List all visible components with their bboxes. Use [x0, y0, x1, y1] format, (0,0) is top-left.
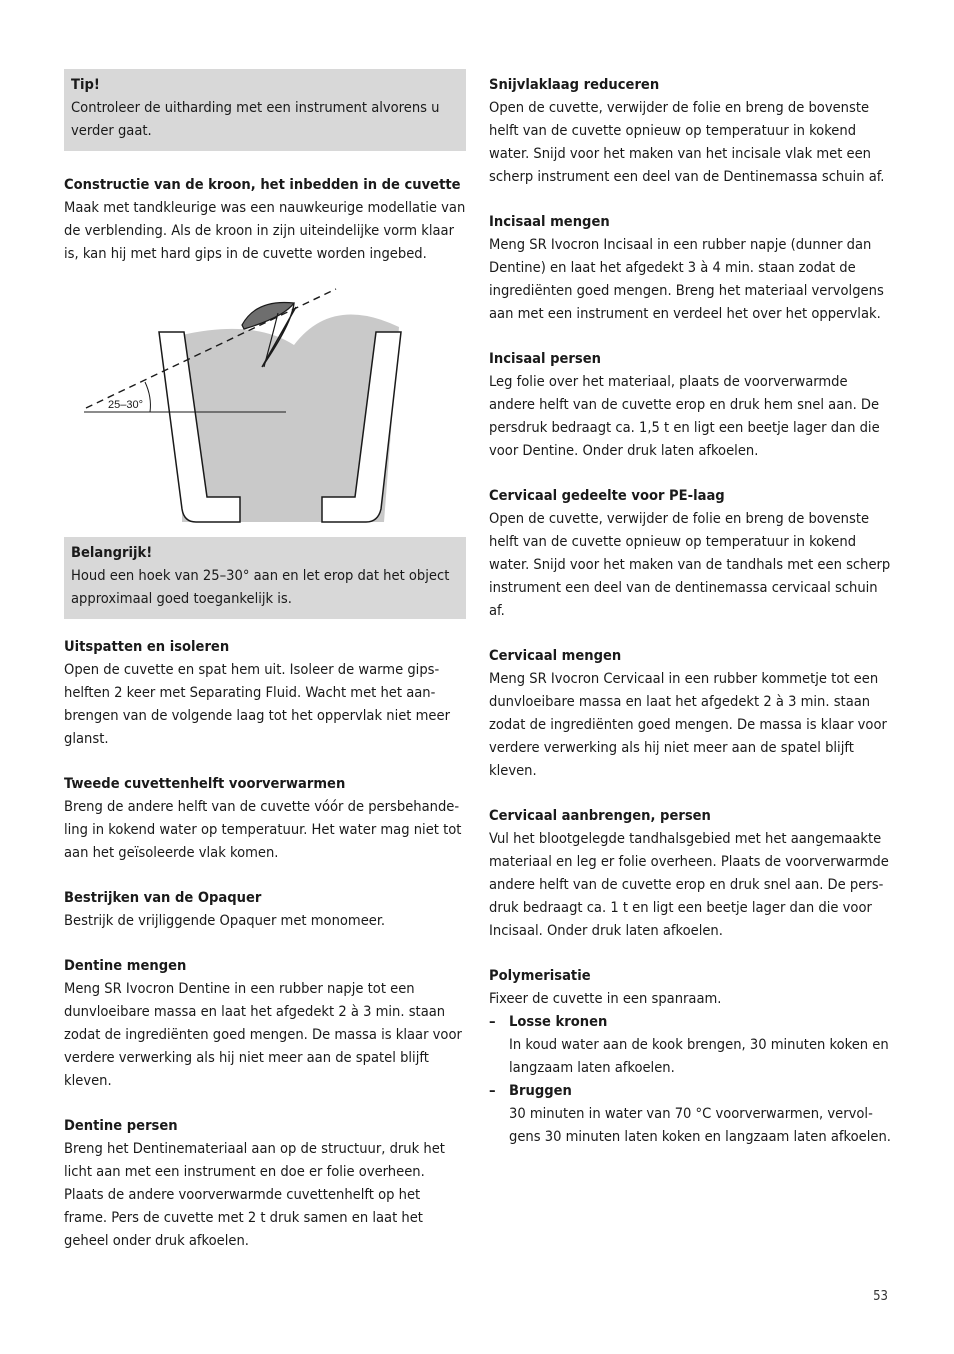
section-incisaal-mengen [489, 210, 894, 325]
section-dentine-persen [64, 1114, 466, 1252]
tip-box [64, 69, 466, 151]
section-constructie [64, 173, 466, 265]
belangrijk-box [64, 537, 466, 619]
list-item-losse-kronen [489, 1010, 894, 1079]
section-dentine-mengen [64, 954, 466, 1092]
section-uitspatten [64, 635, 466, 750]
section-heading: Cervicaal aanbrengen, persen [489, 807, 711, 824]
section-text: Vul het blootgelegde tandhalsgebied met het aangemaakte materiaal en leg er folie overheen. Plaats de voorverwarmde andere helft van de cuvette erop en druk snel aan. De persdruk bedraagt ca. 1 t en ligt een beetje lager dan die voor Incisaal. Onder druk laten afkoelen. [489, 830, 889, 939]
section-heading: Snijvlaklaag reduceren [489, 76, 660, 93]
section-cervicaal-mengen [489, 644, 894, 782]
list-item-text: In koud water aan de kook brengen, 30 minuten koken en langzaam laten afkoelen. [509, 1036, 889, 1076]
section-text: Fixeer de cuvette in een spanraam. [489, 990, 722, 1007]
cuvette-illustration [64, 277, 466, 527]
section-text: Leg folie over het materiaal, plaats de voorverwarmde andere helft van de cuvette erop en druk hem snel aan. De persdruk bedraagt ca. 1,5 t en ligt een beetje lager dan die voor Dentine. Onder druk laten afkoelen. [489, 373, 880, 459]
section-text: Maak met tandkleurige was een nauwkeurige modellatie van de verblending. Als de kroon in zijn uiteindelijke vorm klaar is, kan hij met hard gips in de cuvette worden ingebed. [64, 199, 466, 262]
section-heading: Incisaal mengen [489, 213, 610, 230]
section-text: Meng SR Ivocron Dentine in een rubber napje tot een dunvloeibare massa en laat het afgedekt 2 à 3 min. staan zodat de ingrediënten goed mengen. De massa is klaar voor verdere verwerking als hij niet meer aan de spatel blijft kleven. [64, 980, 462, 1089]
section-heading: Cervicaal gedeelte voor PE-laag [489, 487, 725, 504]
right-column [489, 73, 894, 1148]
list-item-bruggen [489, 1079, 894, 1148]
page-number: 53 [873, 1289, 888, 1304]
angle-label: 25–30° [108, 399, 143, 411]
left-column [64, 69, 466, 1252]
section-text: Breng het Dentinemateriaal aan op de structuur, druk het licht aan met een instrument en doe er folie overheen. Plaats de andere voorverwarmde cuvettenhelft op het frame. Pers de cuvette met 2 t druk samen en laat het geheel onder druk afkoelen. [64, 1140, 445, 1249]
section-heading: Polymerisatie [489, 967, 591, 984]
belangrijk-text: Houd een hoek van 25–30° aan en let erop dat het object approximaal goed toegankelijk is. [71, 567, 450, 607]
section-tweede-cuvettenhelft [64, 772, 466, 864]
section-text: Open de cuvette en spat hem uit. Isoleer de warme gipshelften 2 keer met Separating Fluid. Wacht met het aanbrengen van de volgende laag tot het oppervlak niet meer glanst. [64, 661, 450, 747]
list-item-text: 30 minuten in water van 70 °C voorverwarmen, vervolgens 30 minuten laten koken en langzaam laten afkoelen. [509, 1105, 891, 1145]
section-polymerisatie [489, 964, 894, 1148]
tip-text: Controleer de uitharding met een instrument alvorens u verder gaat. [71, 99, 440, 139]
section-text: Breng de andere helft van de cuvette vóór de persbehandeling in kokend water op temperatuur. Het water mag niet tot aan het geïsoleerde vlak komen. [64, 798, 462, 861]
section-text: Bestrijk de vrijliggende Opaquer met monomeer. [64, 912, 386, 929]
section-incisaal-persen [489, 347, 894, 462]
section-text: Meng SR Ivocron Cervicaal in een rubber kommetje tot een dunvloeibare massa en laat het afgedekt 2 à 3 min. staan zodat de ingrediënten goed mengen. De massa is klaar voor verdere verwerking als hij niet meer aan de spatel blijft kleven. [489, 670, 887, 779]
section-heading: Cervicaal mengen [489, 647, 622, 664]
tip-title: Tip! [71, 76, 100, 93]
section-heading: Uitspatten en isoleren [64, 638, 230, 655]
list-item-heading: Bruggen [509, 1082, 572, 1099]
section-heading: Constructie van de kroon, het inbedden in de cuvette [64, 176, 461, 193]
angle-arc [145, 382, 150, 412]
dash-bullet: – [489, 1013, 496, 1030]
dash-bullet: – [489, 1082, 496, 1099]
section-heading: Dentine mengen [64, 957, 187, 974]
section-text: Open de cuvette, verwijder de folie en breng de bovenste helft van de cuvette opnieuw op temperatuur in kokend water. Snijd voor het maken van het incisale vlak met een scherp instrument een deel van de Dentinemassa schuin af. [489, 99, 885, 185]
section-opaquer [64, 886, 466, 932]
section-heading: Dentine persen [64, 1117, 178, 1134]
section-cervicaal-aanbrengen [489, 804, 894, 942]
section-heading: Bestrijken van de Opaquer [64, 889, 262, 906]
section-snijvlaklaag [489, 73, 894, 188]
section-heading: Tweede cuvettenhelft voorverwarmen [64, 775, 346, 792]
section-heading: Incisaal persen [489, 350, 601, 367]
cuvette-diagram [64, 277, 466, 527]
belangrijk-title: Belangrijk! [71, 544, 153, 561]
section-cervicaal-gedeelte [489, 484, 894, 622]
section-text: Open de cuvette, verwijder de folie en breng de bovenste helft van de cuvette opnieuw op temperatuur in kokend water. Snijd voor het maken van de tandhals met een scherp instrument een deel van de dentinemassa cervicaal schuin af. [489, 510, 891, 619]
section-text: Meng SR Ivocron Incisaal in een rubber napje (dunner dan Dentine) en laat het afgedekt 3 à 4 min. staan zodat de ingrediënten goed mengen. Breng het materiaal vervolgens aan met een instrument en verdeel het over het oppervlak. [489, 236, 884, 322]
list-item-heading: Losse kronen [509, 1013, 608, 1030]
